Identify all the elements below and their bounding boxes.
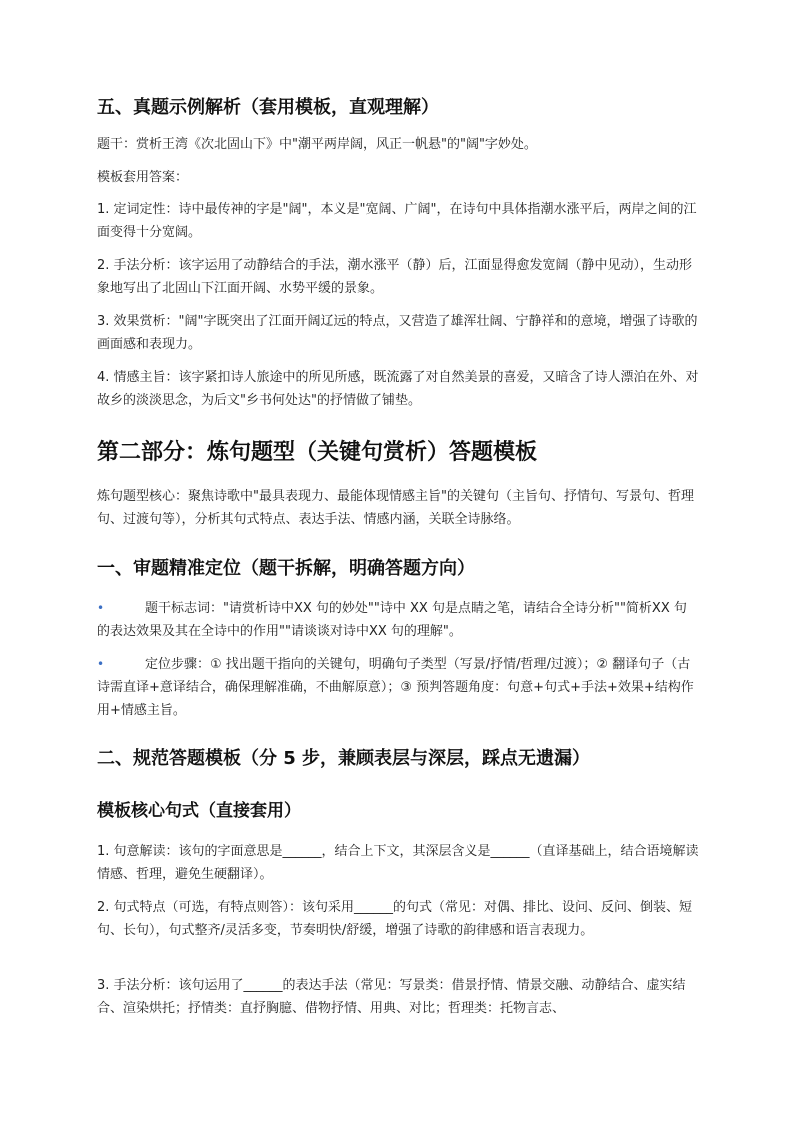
answer-item-1: 1. 定词定性：诗中最传神的字是"阔"，本义是"宽阔、广阔"，在诗句中具体指潮水涨平后，两岸之间的江面变得十分宽阔。	[97, 202, 697, 240]
bullet-item-2: • 定位步骤：① 找出题干指向的关键句，明确句子类型（写景/抒情/哲理/过渡）；② 翻译句子（古诗需直译+意译结合，确保理解准确，不曲解原意）；③ 预判答题角度：句意+句式+手法+效果+结构作用+情感主旨。	[97, 653, 699, 722]
answer-label: 模板套用答案：	[97, 170, 189, 185]
template-item-1: 1. 句意解读：该句的字面意思是______，结合上下文，其深层含义是______（直译基础上，结合语境解读情感、哲理，避免生硬翻译）。	[97, 844, 699, 882]
bullet-dot-icon: •	[97, 601, 105, 615]
section-2-heading: 二、规范答题模板（分 5 步，兼顾表层与深层，踩点无遗漏）	[97, 748, 591, 769]
template-item-3: 3. 手法分析：该句运用了______的表达手法（常见：写景类：借景抒情、情景交融、动静结合、虚实结合、渲染烘托；抒情类：直抒胸臆、借物抒情、用典、对比；哲理类：托物言志、	[97, 978, 686, 1016]
bullet-item-1: • 题干标志词："请赏析诗中XX 句的妙处""诗中 XX 句是点睛之笔，请结合全诗分析""简析XX 句的表达效果及其在全诗中的作用""请谈谈对诗中XX 句的理解"。	[97, 597, 699, 643]
section-5-heading: 五、真题示例解析（套用模板，直观理解）	[97, 97, 439, 118]
answer-item-2: 2. 手法分析：该字运用了动静结合的手法，潮水涨平（静）后，江面显得愈发宽阔（静中见动），生动形象地写出了北固山下江面开阔、水势平缓的景象。	[97, 258, 693, 296]
part-2-intro: 炼句题型核心：聚焦诗歌中"最具表现力、最能体现情感主旨"的关键句（主旨句、抒情句、写景句、哲理句、过渡句等），分析其句式特点、表达手法、情感内涵，关联全诗脉络。	[97, 489, 694, 527]
question-stem: 题干：赏析王湾《次北固山下》中"潮平两岸阔，风正一帆悬"的"阔"字妙处。	[97, 137, 537, 152]
answer-item-4: 4. 情感主旨：该字紧扣诗人旅途中的所见所感，既流露了对自然美景的喜爱，又暗含了诗人漂泊在外、对故乡的淡淡思念，为后文"乡书何处达"的抒情做了铺垫。	[97, 370, 699, 408]
template-item-2: 2. 句式特点（可选，有特点则答）：该句采用______的句式（常见：对偶、排比、设问、反问、倒装、短句、长句），句式整齐/灵活多变，节奏明快/舒缓，增强了诗歌的韵律感和语言表现力。	[97, 900, 693, 938]
answer-item-3: 3. 效果赏析："阔"字既突出了江面开阔辽远的特点，又营造了雄浑壮阔、宁静祥和的意境，增强了诗歌的画面感和表现力。	[97, 314, 698, 352]
part-2-heading: 第二部分：炼句题型（关键句赏析）答题模板	[97, 440, 538, 465]
template-sub-heading: 模板核心句式（直接套用）	[97, 801, 301, 821]
section-1-heading: 一、审题精准定位（题干拆解，明确答题方向）	[97, 558, 475, 579]
bullet-dot-icon: •	[97, 657, 105, 671]
